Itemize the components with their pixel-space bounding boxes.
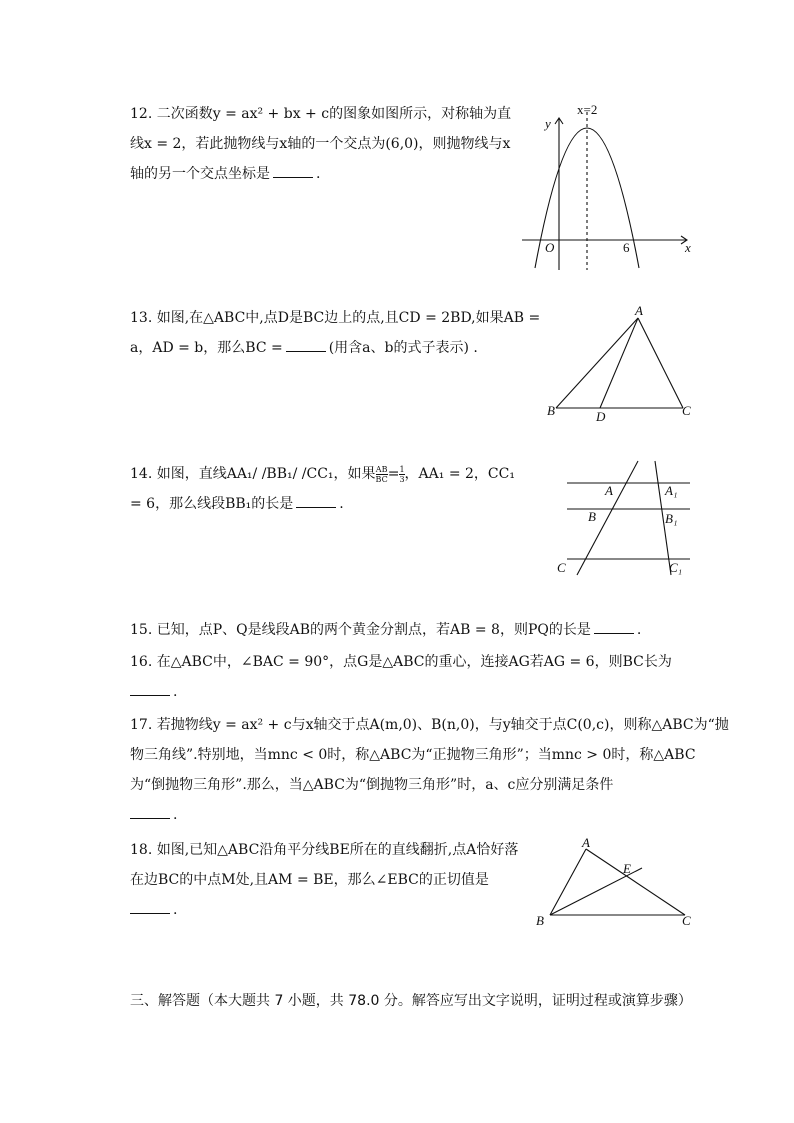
question-14 xyxy=(130,459,515,519)
answer-blank[interactable] xyxy=(130,679,170,696)
q18-triangle-figure xyxy=(530,835,700,935)
q17-line-2: 物三角线”.特别地，当mnc < 0时，称△ABC为“正抛物三角形”；当mnc > 0时，称△ABC xyxy=(130,747,696,763)
label-C1: C₁ xyxy=(669,560,683,575)
label-B: B xyxy=(547,403,555,418)
q17-line-1: 17. 若抛物线y = ax² + c与x轴交于点A(m,0)、B(n,0)，与y轴交于点C(0,c)，则称△ABC为“抛 xyxy=(130,717,729,733)
q16-line-2: . xyxy=(130,677,672,707)
q13-line-2: a，AD = b，那么BC = (用含a、b的式子表示) . xyxy=(130,333,540,363)
label-B1: B₁ xyxy=(665,511,678,526)
label-A: A xyxy=(635,305,643,318)
answer-blank[interactable] xyxy=(273,161,313,178)
six-label: 6 xyxy=(623,240,630,255)
section-3-heading: 三、解答题（本大题共 7 小题，共 78.0 分。解答应写出文字说明，证明过程或演算步骤） xyxy=(130,993,692,1009)
label-D: D xyxy=(596,409,606,424)
answer-blank[interactable] xyxy=(296,491,336,508)
question-12 xyxy=(130,99,511,189)
q18-line-1: 18. 如图,已知△ABC沿角平分线BE所在的直线翻折,点A恰好落 xyxy=(130,842,519,858)
transversal-ABC xyxy=(577,461,638,575)
q12-line-2: 线x = 2，若此抛物线与x轴的一个交点为(6,0)，则抛物线与x xyxy=(130,136,511,152)
question-15 xyxy=(130,615,641,645)
question-18 xyxy=(130,835,518,925)
label-A: A xyxy=(582,835,590,850)
q12-line-3: 轴的另一个交点坐标是 . xyxy=(130,159,511,189)
symmetry-label: x=2 xyxy=(577,102,598,117)
q17-line-4: . xyxy=(130,800,729,830)
q12-parabola-figure xyxy=(515,98,695,276)
side-AB xyxy=(556,318,638,408)
answer-blank[interactable] xyxy=(130,802,170,819)
side-AC xyxy=(638,318,683,408)
ratio-fraction: $\frac{AB}{BC}$ xyxy=(375,464,388,484)
origin-label: O xyxy=(545,240,555,255)
answer-blank[interactable] xyxy=(130,897,170,914)
side-AB xyxy=(550,849,586,915)
q17-line-3: 为“倒抛物三角形”.那么，当△ABC为“倒抛物三角形”时，a、c应分别满足条件 xyxy=(130,777,614,793)
side-AC xyxy=(586,849,685,915)
question-13 xyxy=(130,303,540,363)
question-17 xyxy=(130,710,729,830)
label-B: B xyxy=(536,913,544,928)
q16-line-1: 16. 在△ABC中，∠BAC = 90°，点G是△ABC的重心，连接AG若AG = 6，则BC长为 xyxy=(130,654,672,670)
q14-parallel-lines-figure xyxy=(555,455,700,580)
q14-line-2: = 6，那么线段BB₁的长是 . xyxy=(130,489,515,519)
question-16 xyxy=(130,647,672,707)
label-C: C xyxy=(682,913,691,928)
label-B: B xyxy=(588,509,596,524)
label-C: C xyxy=(682,403,691,418)
answer-blank[interactable] xyxy=(594,617,634,634)
q18-line-3: . xyxy=(130,895,518,925)
label-A: A xyxy=(605,483,613,498)
q14-line-1: 14. 如图，直线AA₁/ /BB₁/ /CC₁，如果 $\frac{AB}{BC}$ = $\frac{1}{3}$ ，AA₁ = 2，CC₁ xyxy=(130,464,515,484)
label-C: C xyxy=(557,560,566,575)
q15-line-1: 15. 已知，点P、Q是线段AB的两个黄金分割点，若AB = 8，则PQ的长是 . xyxy=(130,615,641,645)
q13-line-1: 13. 如图,在△ABC中,点D是BC边上的点,且CD = 2BD,如果AB = xyxy=(130,310,541,326)
label-E: E xyxy=(623,861,631,876)
q18-line-2: 在边BC的中点M处,且AM = BE，那么∠EBC的正切值是 xyxy=(130,872,489,888)
x-axis-label: x xyxy=(685,240,691,255)
segment-AD xyxy=(600,318,638,408)
q12-line-1: 12. 二次函数y = ax² + bx + c的图象如图所示，对称轴为直 xyxy=(130,106,512,122)
y-axis-label: y xyxy=(545,116,551,131)
q13-triangle-figure xyxy=(540,305,700,425)
label-A1: A₁ xyxy=(665,483,678,498)
one-third-fraction: $\frac{1}{3}$ xyxy=(399,464,405,484)
answer-blank[interactable] xyxy=(286,335,326,352)
